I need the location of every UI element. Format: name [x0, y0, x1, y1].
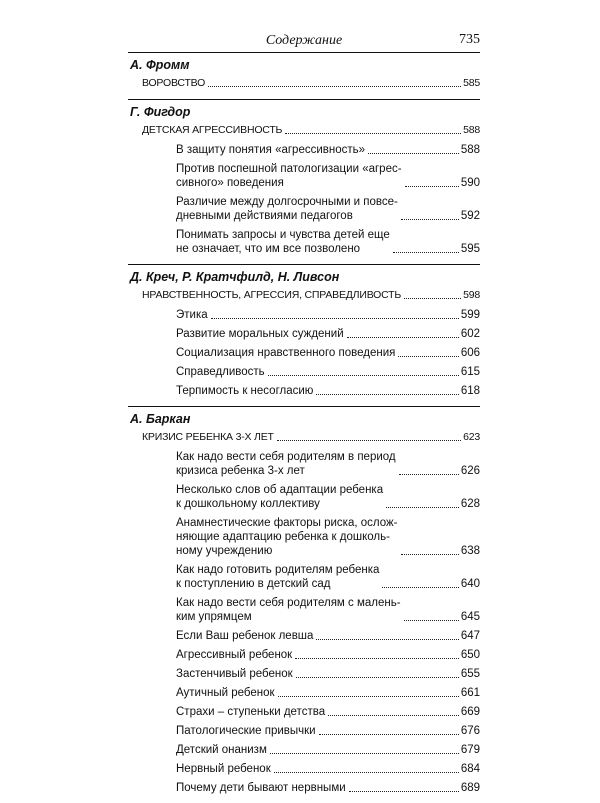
entry-title-line: Если Ваш ребенок левша — [176, 630, 314, 642]
entry-title — [176, 195, 398, 223]
entry-title — [176, 228, 390, 256]
dot-leader — [398, 356, 458, 357]
toc-section — [128, 407, 480, 803]
entry-page-number: 590 — [460, 177, 480, 189]
entry-title — [176, 762, 271, 776]
entry-title-line: Почему дети бывают нервными — [176, 782, 346, 794]
dot-leader — [386, 507, 459, 508]
toc-subentry — [176, 384, 480, 398]
dot-leader — [285, 133, 461, 134]
toc-section — [128, 100, 480, 265]
dot-leader — [208, 86, 461, 87]
entry-title-line: Агрессивный ребенок — [176, 649, 293, 661]
entry-page-number: 689 — [460, 782, 480, 794]
dot-leader — [274, 772, 459, 773]
toc-subentry — [176, 143, 480, 157]
entry-page-number: 640 — [460, 578, 480, 590]
entry-page-number: 588 — [463, 124, 480, 136]
entry-page-number: 628 — [460, 498, 480, 510]
dot-leader — [316, 394, 458, 395]
dot-leader — [296, 677, 459, 678]
toc-subentry — [176, 743, 480, 757]
entry-title — [176, 450, 396, 478]
entry-page-number: 647 — [460, 630, 480, 642]
entry-page-number: 599 — [460, 309, 480, 321]
dot-leader — [347, 337, 459, 338]
section-author: А. Фромм — [130, 58, 190, 72]
entry-title — [176, 686, 275, 700]
entry-title-line: Страхи – ступеньки детства — [176, 706, 326, 718]
entry-title-line: В защиту понятия «агрессивность» — [176, 144, 366, 156]
entry-page-number: 602 — [460, 328, 480, 340]
entry-title-line: дневными действиями педагогов — [176, 210, 353, 222]
entry-title-line: Детский онанизм — [176, 744, 267, 756]
entry-page-number: 606 — [460, 347, 480, 359]
entry-page-number: 661 — [460, 687, 480, 699]
entry-page-number: 595 — [460, 243, 480, 255]
dot-leader — [319, 734, 459, 735]
entry-page-number: 588 — [460, 144, 480, 156]
entry-page-number: 676 — [460, 725, 480, 737]
entry-title-line: Аутичный ребенок — [176, 687, 275, 699]
entry-title — [176, 516, 398, 558]
page-number: 735 — [459, 32, 480, 47]
entry-page-number: 655 — [460, 668, 480, 680]
dot-leader — [405, 186, 459, 187]
toc-subentry — [176, 195, 480, 223]
dot-leader — [277, 440, 461, 441]
entry-title-line: Патологические привычки — [176, 725, 316, 737]
dot-leader — [270, 753, 459, 754]
toc-subentry — [176, 563, 480, 591]
entry-title-line: ким упрямцем — [176, 611, 252, 623]
entry-title — [176, 327, 344, 341]
dot-leader — [393, 252, 459, 253]
entry-page-number: 592 — [460, 210, 480, 222]
entry-page-number: 598 — [463, 289, 480, 301]
toc-subentry — [176, 327, 480, 341]
entry-title-line: Как надо вести себя родителям в период — [176, 451, 396, 463]
entry-page-number: 623 — [463, 431, 480, 443]
entry-page-number: 684 — [460, 763, 480, 775]
dot-leader — [268, 375, 459, 376]
dot-leader — [295, 658, 459, 659]
entry-title — [142, 123, 282, 137]
entry-page-number: 638 — [460, 545, 480, 557]
entry-page-number: 618 — [460, 385, 480, 397]
toc-subentry — [176, 724, 480, 738]
toc-section — [128, 53, 480, 100]
entry-title — [176, 629, 313, 643]
entry-title — [176, 724, 316, 738]
entry-title — [176, 648, 292, 662]
entry-title — [176, 596, 401, 624]
entry-title — [176, 743, 267, 757]
entry-title-line: Застенчивый ребенок — [176, 668, 293, 680]
entry-title-line: кризиса ребенка 3-х лет — [176, 465, 305, 477]
dot-leader — [399, 474, 459, 475]
entry-title — [176, 346, 395, 360]
entry-page-number: 645 — [460, 611, 480, 623]
toc-subentry — [176, 162, 480, 190]
entry-title — [176, 563, 379, 591]
entry-title-line: ному учреждению — [176, 545, 273, 557]
running-header — [128, 30, 480, 53]
dot-leader — [278, 696, 459, 697]
entry-title-line: Анамнестические факторы риска, ослож- — [176, 517, 398, 529]
toc-subentry — [176, 483, 480, 511]
section-author: Д. Креч, Р. Кратчфилд, Н. Ливсон — [130, 270, 340, 284]
section-author: Г. Фигдор — [130, 105, 191, 119]
entry-title — [176, 308, 208, 322]
entry-title — [176, 143, 365, 157]
entry-title-line: Понимать запросы и чувства детей еще — [176, 229, 390, 241]
entry-title — [176, 705, 325, 719]
toc-subentry — [176, 346, 480, 360]
entry-title — [176, 483, 383, 511]
dot-leader — [404, 620, 459, 621]
entry-title-line: няющие адаптацию ребенка к дошколь- — [176, 531, 390, 543]
entry-title-line: ДЕТСКАЯ АГРЕССИВНОСТЬ — [142, 124, 283, 136]
toc-chapter-entry — [142, 288, 480, 302]
entry-page-number: 585 — [463, 77, 480, 89]
dot-leader — [368, 153, 459, 154]
entry-title — [176, 667, 293, 681]
entry-title-line: Социализация нравственного поведения — [176, 347, 396, 359]
dot-leader — [349, 791, 459, 792]
toc-page — [128, 30, 480, 803]
dot-leader — [316, 639, 458, 640]
entry-title-line: к поступлению в детский сад — [176, 578, 331, 590]
toc-subentry — [176, 365, 480, 379]
toc-subentry — [176, 450, 480, 478]
dot-leader — [401, 554, 459, 555]
dot-leader — [401, 219, 459, 220]
toc-subentry — [176, 629, 480, 643]
entry-page-number: 650 — [460, 649, 480, 661]
entry-title-line: Различие между долгосрочными и повсе- — [176, 196, 398, 208]
toc-section — [128, 265, 480, 407]
toc-chapter-entry — [142, 430, 480, 444]
toc-subentry — [176, 596, 480, 624]
toc-subentry — [176, 667, 480, 681]
toc-sections — [128, 53, 480, 803]
entry-page-number: 669 — [460, 706, 480, 718]
entry-title-line: Несколько слов об адаптации ребенка — [176, 484, 384, 496]
toc-subentry — [176, 781, 480, 795]
entry-title — [176, 162, 402, 190]
running-title: Содержание — [265, 33, 343, 48]
entry-title — [142, 76, 205, 90]
entry-page-number: 679 — [460, 744, 480, 756]
entry-title-line: Как надо вести себя родителям с малень- — [176, 597, 401, 609]
entry-page-number: 626 — [460, 465, 480, 477]
toc-subentry — [176, 308, 480, 322]
toc-subentry — [176, 228, 480, 256]
toc-chapter-entry — [142, 123, 480, 137]
entry-title-line: не означает, что им все позволено — [176, 243, 361, 255]
toc-chapter-entry — [142, 76, 480, 90]
toc-subentry — [176, 686, 480, 700]
dot-leader — [382, 587, 458, 588]
toc-subentry — [176, 516, 480, 558]
entry-title-line: Терпимость к несогласию — [176, 385, 314, 397]
entry-title-line: КРИЗИС РЕБЕНКА 3-Х ЛЕТ — [142, 431, 274, 443]
entry-title — [142, 430, 274, 444]
entry-title-line: Этика — [176, 309, 208, 321]
dot-leader — [211, 318, 459, 319]
entry-title-line: ВОРОВСТВО — [142, 77, 206, 89]
entry-page-number: 615 — [460, 366, 480, 378]
toc-subentry — [176, 762, 480, 776]
entry-title-line: к дошкольному коллективу — [176, 498, 320, 510]
dot-leader — [328, 715, 459, 716]
entry-title — [142, 288, 401, 302]
entry-title-line: Развитие моральных суждений — [176, 328, 344, 340]
entry-title — [176, 365, 265, 379]
entry-title-line: Нервный ребенок — [176, 763, 271, 775]
entry-title-line: Как надо готовить родителям ребенка — [176, 564, 380, 576]
dot-leader — [404, 298, 461, 299]
section-author: А. Баркан — [130, 412, 191, 426]
entry-title — [176, 781, 346, 795]
entry-title — [176, 384, 313, 398]
entry-title-line: НРАВСТВЕННОСТЬ, АГРЕССИЯ, СПРАВЕДЛИВОСТЬ — [142, 289, 402, 301]
entry-title-line: Справедливость — [176, 366, 265, 378]
toc-subentry — [176, 648, 480, 662]
entry-title-line: Против поспешной патологизации «агрес- — [176, 163, 402, 175]
toc-subentry — [176, 705, 480, 719]
entry-title-line: сивного» поведения — [176, 177, 284, 189]
